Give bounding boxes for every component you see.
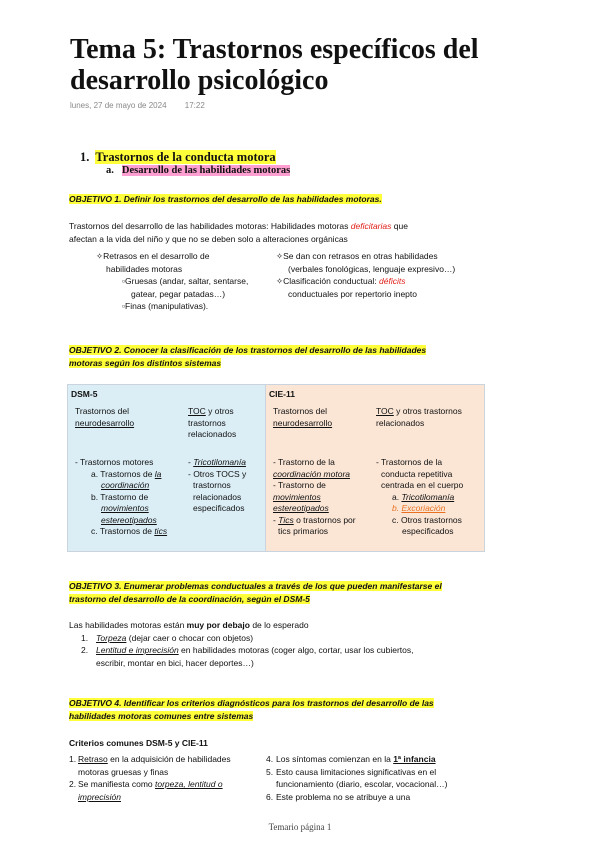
dsm-col1-header-line-2: neurodesarrollo bbox=[75, 417, 135, 428]
right-bullet-2-text-b: conductuales por repertorio inepto bbox=[288, 288, 417, 299]
cie-col1-line-6a: - bbox=[273, 514, 279, 525]
square-bullet-icon: ▫ bbox=[122, 276, 126, 286]
obj3-intro-b: muy por debajo bbox=[186, 620, 250, 630]
objective-4-line-2: habilidades motoras comunes entre sistemas bbox=[69, 711, 254, 721]
obj3-content bbox=[69, 619, 589, 669]
definition-paragraph bbox=[69, 220, 589, 245]
cie-col1-header-line-2: neurodesarrollo bbox=[273, 417, 333, 428]
objective-1-text: OBJETIVO 1. Definir los trastornos del desarrollo de las habilidades motoras. bbox=[69, 194, 382, 204]
dsm-col2-header-line-3: relacionados bbox=[188, 429, 237, 439]
objective-1 bbox=[69, 193, 382, 206]
dsm-col1-line-5: movimientos bbox=[101, 503, 149, 513]
objective-3 bbox=[69, 580, 442, 606]
cie-col1-line-4: movimientos bbox=[273, 491, 321, 502]
obj3-item-2-num: 2. bbox=[81, 645, 89, 655]
obj4-item-6 bbox=[266, 791, 586, 804]
dsm-col2-line-1a: - bbox=[188, 457, 194, 467]
dsm-col1-header bbox=[75, 406, 175, 429]
obj4-item-5-b: funcionamiento (diario, escolar, vocacional…) bbox=[276, 779, 448, 789]
cie-col1-line-1: - Trastorno de la bbox=[273, 457, 335, 467]
page-title: Tema 5: Trastornos específicos del desarrollo psicológico bbox=[70, 34, 479, 96]
obj3-item-1-a: Torpeza bbox=[96, 632, 127, 643]
bullet-icon: ✧ bbox=[276, 276, 284, 286]
objective-4-line-1: OBJETIVO 4. Identificar los criterios diagnósticos para los trastornos del desarrollo de las bbox=[69, 698, 434, 708]
obj4-item-1-num: 1. bbox=[69, 754, 77, 764]
objective-2-line-1: OBJETIVO 2. Conocer la clasificación de los trastornos del desarrollo de las habilidades bbox=[69, 345, 427, 355]
obj3-intro-c: de lo esperado bbox=[249, 620, 309, 630]
dsm-col2-header-toc: TOC bbox=[188, 406, 206, 416]
obj4-item-2-a: Se manifiesta como bbox=[78, 779, 156, 789]
page-date-time bbox=[70, 101, 221, 110]
cie-col2-line-1: - Trastornos de la bbox=[376, 457, 443, 467]
obj3-item-1-b: (dejar caer o chocar con objetos) bbox=[126, 632, 254, 643]
obj4-item-1-a: Retraso bbox=[78, 754, 108, 764]
cie-col2-line-5a: b. bbox=[392, 503, 402, 513]
heading-2-text: Desarrollo de las habilidades motoras bbox=[121, 165, 291, 176]
obj3-intro-a: Las habilidades motoras están bbox=[69, 620, 187, 630]
objective-3-line-2: trastorno del desarrollo de la coordinación, según el DSM-5 bbox=[69, 594, 310, 604]
right-bullet-1-text: Se dan con retrasos en otras habilidades bbox=[283, 251, 438, 261]
dsm-col1-line-2a: a. Trastornos de bbox=[91, 468, 155, 479]
obj4-item-6-a: Este problema no se atribuye a una bbox=[276, 791, 411, 802]
right-bullet-1-text-b: (verbales fonológicas, lenguaje expresivo…) bbox=[288, 263, 456, 274]
dsm-col1-line-6: estereotipados bbox=[101, 514, 157, 525]
dsm-col1-line-3: coordinación bbox=[101, 480, 150, 490]
definition-line-2: afectan a la vida del niño y que no se deben solo a alteraciones orgánicas bbox=[69, 233, 348, 244]
obj4-item-4-b: 1ª infancia bbox=[393, 754, 436, 764]
heading-1-number: 1. bbox=[80, 150, 90, 164]
left-sub-1-text-b: gatear, pegar patadas…) bbox=[131, 288, 226, 299]
obj4-item-5-a: Esto causa limitaciones significativas en el bbox=[276, 766, 437, 777]
cie-col2-header-line-2: relacionados bbox=[376, 417, 425, 428]
obj4-item-6-num: 6. bbox=[266, 791, 274, 802]
dsm-col2-header bbox=[188, 406, 263, 441]
dsm-col2-line-5: especificados bbox=[193, 503, 245, 513]
obj4-item-4-a: Los síntomas comienzan en la bbox=[276, 754, 394, 764]
obj3-item-2-b: en habilidades motoras (coger algo, cortar, usar los cubiertos, bbox=[178, 645, 414, 655]
cie-col2-line-5b: Excoriación bbox=[401, 503, 446, 513]
obj3-item-2 bbox=[69, 644, 589, 657]
objective-2-line-2: motoras según los distintos sistemas bbox=[69, 358, 222, 368]
cie-col2-line-3: centrada en el cuerpo bbox=[381, 480, 464, 490]
obj4-item-1-c: motoras gruesas y finas bbox=[78, 766, 169, 777]
cie-col1-line-6c: o trastornos por bbox=[293, 514, 356, 525]
definition-left-list bbox=[96, 250, 276, 313]
cie-col1-body bbox=[273, 457, 375, 538]
dsm-col1-line-4: b. Trastorno de bbox=[91, 491, 149, 502]
cie-col1-header-line-1: Trastornos del bbox=[273, 406, 328, 416]
square-bullet-icon: ▫ bbox=[122, 301, 126, 311]
dsm-col1-line-7b: tics bbox=[154, 526, 168, 536]
left-sub-2 bbox=[96, 300, 276, 313]
cie-col2-line-4a: a. bbox=[392, 491, 402, 502]
right-bullet-2-text: Clasificación conductual: bbox=[283, 276, 380, 286]
right-bullet-1 bbox=[276, 250, 596, 263]
obj4-item-1-b: en la adquisición de habilidades bbox=[107, 754, 231, 764]
dsm-col2-header-rest: y otros bbox=[205, 406, 234, 416]
obj4-heading: Criterios comunes DSM-5 y CIE-11 bbox=[69, 738, 208, 748]
obj3-intro bbox=[69, 619, 589, 632]
cie-col2-line-2: conducta repetitiva bbox=[381, 468, 453, 479]
objective-4 bbox=[69, 697, 434, 723]
cie-col1-line-2: coordinación motora bbox=[273, 468, 351, 479]
definition-text-b: que bbox=[391, 221, 408, 231]
dsm-col2-body bbox=[188, 457, 264, 515]
cie-col1-line-7: tics primarios bbox=[278, 526, 329, 536]
left-sub-1 bbox=[96, 275, 276, 288]
objective-2 bbox=[69, 344, 426, 370]
obj4-item-2-b: torpeza, lentitud o bbox=[155, 779, 223, 789]
cie-header: CIE-11 bbox=[269, 389, 295, 399]
dsm-col2-line-4: relacionados bbox=[193, 491, 242, 502]
cie-col1-line-5: estereotipados bbox=[273, 503, 329, 513]
dsm-col1-line-2b: la bbox=[154, 468, 162, 479]
right-bullet-2 bbox=[276, 275, 596, 288]
obj4-item-5 bbox=[266, 766, 586, 779]
dsm-col2-line-3: trastornos bbox=[193, 480, 231, 490]
cie-col2-line-4b: Tricotilomanía bbox=[401, 491, 455, 502]
classification-table bbox=[67, 384, 485, 552]
bullet-icon: ✧ bbox=[276, 251, 284, 261]
heading-2-number: a. bbox=[106, 165, 114, 176]
obj3-item-2-c: escribir, montar en bici, hacer deportes…) bbox=[96, 657, 254, 668]
page-time: 17:22 bbox=[184, 101, 205, 110]
bullet-icon: ✧ bbox=[96, 251, 104, 261]
cie-col1-header bbox=[273, 406, 373, 429]
obj3-item-1 bbox=[69, 632, 589, 645]
right-bullet-2-red: déficits bbox=[379, 276, 406, 286]
cie-col2-header-toc: TOC bbox=[376, 406, 394, 416]
dsm-col2-header-line-2: trastornos bbox=[188, 417, 226, 428]
cie-col2-header-rest: y otros trastornos bbox=[393, 406, 462, 416]
obj4-right-list bbox=[266, 753, 586, 803]
left-sub-1-text: Gruesas (andar, saltar, sentarse, bbox=[125, 276, 249, 286]
dsm-col1-line-7a: c. Trastornos de bbox=[91, 526, 155, 536]
page-date: lunes, 27 de mayo de 2024 bbox=[70, 101, 167, 110]
obj4-item-2-c: imprecisión bbox=[78, 791, 121, 802]
dsm-col1-line-1: - Trastornos motores bbox=[75, 457, 154, 467]
definition-line-1 bbox=[69, 220, 589, 233]
obj4-left-list bbox=[69, 753, 269, 803]
dsm-col1-body bbox=[75, 457, 185, 538]
obj4-item-1 bbox=[69, 753, 269, 766]
left-bullet-1 bbox=[96, 250, 276, 263]
obj4-item-2 bbox=[69, 778, 269, 791]
dsm-col1-header-line-1: Trastornos del bbox=[75, 406, 130, 416]
definition-text-a: Trastornos del desarrollo de las habilidades motoras: Habilidades motoras bbox=[69, 221, 351, 231]
obj4-item-2-num: 2. bbox=[69, 779, 77, 789]
heading-2 bbox=[106, 165, 290, 176]
left-bullet-1-text-b: habilidades motoras bbox=[106, 263, 183, 274]
dsm-col2-line-2: - Otros TOCS y bbox=[188, 468, 247, 479]
obj3-item-2-a: Lentitud e imprecisión bbox=[96, 645, 179, 655]
cie-col1-line-3: - Trastorno de bbox=[273, 480, 326, 490]
cie-column bbox=[266, 385, 484, 551]
dsm-col2-line-1b: Tricotilomanía bbox=[193, 457, 246, 467]
page-footer: Temario página 1 bbox=[268, 822, 332, 832]
cie-col2-body bbox=[376, 457, 484, 538]
left-sub-2-text: Finas (manipulativas). bbox=[125, 301, 209, 311]
objective-3-line-1: OBJETIVO 3. Enumerar problemas conductuales a través de los que pueden manifestarse el bbox=[69, 581, 442, 591]
cie-col2-header bbox=[376, 406, 484, 429]
cie-col2-line-7: especificados bbox=[402, 526, 454, 536]
left-bullet-1-text: Retrasos en el desarrollo de bbox=[103, 251, 210, 261]
obj4-item-4 bbox=[266, 753, 586, 766]
dsm-column bbox=[68, 385, 266, 551]
definition-red: deficitarias bbox=[350, 221, 392, 231]
dsm-header: DSM-5 bbox=[71, 389, 98, 399]
obj3-item-1-num: 1. bbox=[81, 632, 89, 643]
obj4-item-4-num: 4. bbox=[266, 754, 274, 764]
definition-right-list bbox=[276, 250, 596, 300]
heading-1-text: Trastornos de la conducta motora bbox=[95, 150, 276, 164]
cie-col2-line-6: c. Otros trastornos bbox=[392, 514, 462, 525]
cie-col1-line-6b: Tics bbox=[278, 514, 294, 525]
heading-1 bbox=[80, 150, 276, 165]
obj4-item-5-num: 5. bbox=[266, 766, 274, 777]
